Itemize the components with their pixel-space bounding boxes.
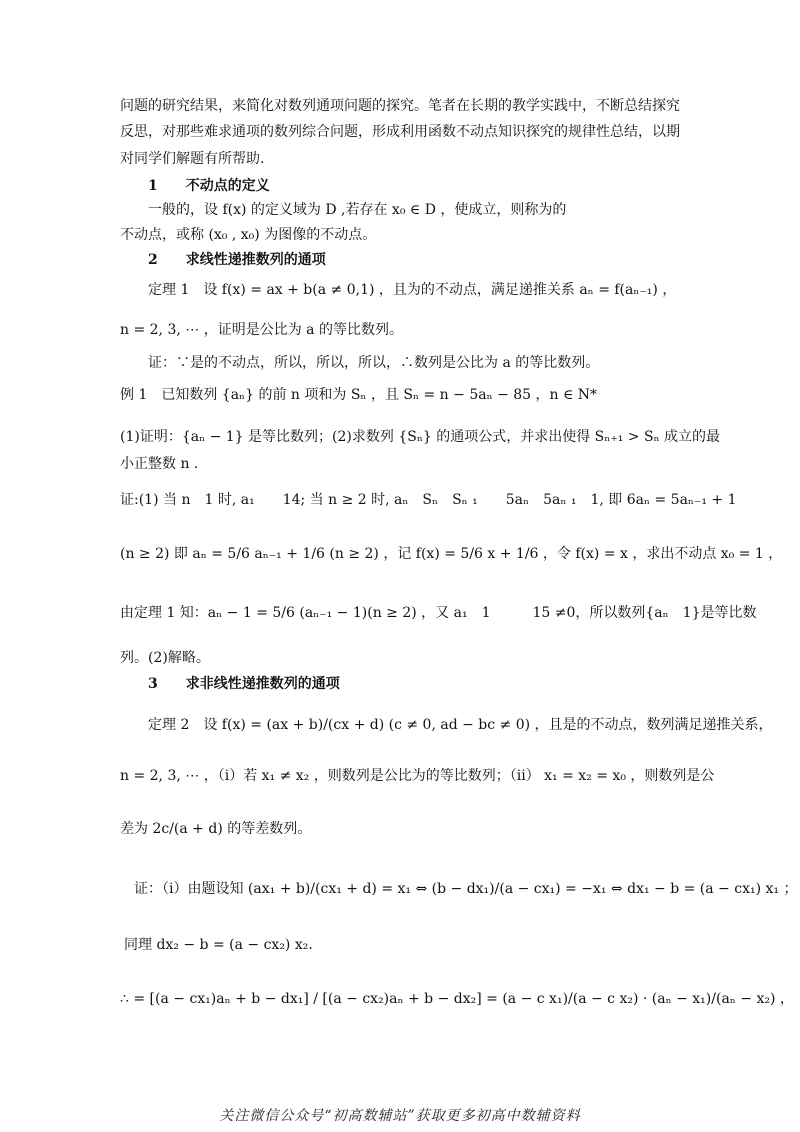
text-line-proof1: 证：∵是的不动点，所以，所以，所以，∴数列是公比为 a 的等比数列。 (148, 355, 600, 371)
page-footer: 关注微信公众号“初高数辅站”获取更多初高中数辅资料 (219, 1108, 581, 1124)
text-line-ex1-s4: 列。(2)解略。 (120, 650, 210, 666)
text-line-thm2-3: 差为 2c/(a + d) 的等差数列。 (120, 821, 312, 837)
text-line-sec2: 2 求线性递推数列的通项 (148, 252, 326, 268)
text-line-proof2-1: 证：（i）由题设知 (ax₁ + b)/(cx₁ + d) = x₁ ⇔ (b − dx₁)/(a − cx₁) = −x₁ ⇔ dx₁ − b = (a − cx₁) x₁ ； (134, 881, 798, 897)
text-line-ex1-q2: 小正整数 n . (120, 456, 199, 472)
text-line-thm1-1: 定理 1 设 f(x) = ax + b(a ≠ 0,1) ，且为的不动点，满足递推关系 aₙ = f(aₙ₋₁) ， (148, 282, 677, 298)
text-line-thm2-1: 定理 2 设 f(x) = (ax + b)/(cx + d) (c ≠ 0, ad − bc ≠ 0) ，且是的不动点，数列满足递推关系， (148, 717, 773, 733)
text-line-sec3: 3 求非线性递推数列的通项 (148, 676, 340, 692)
text-line-intro-1: 问题的研究结果，来简化对数列通项问题的探究。笔者在长期的教学实践中，不断总结探究 (120, 98, 680, 114)
text-line-intro-2: 反思，对那些难求通项的数列综合问题，形成利用函数不动点知识探究的规律性总结，以期 (120, 124, 680, 140)
text-line-ex1-q1: (1)证明：{aₙ − 1} 是等比数列；(2)求数列 {Sₙ} 的通项公式，并求出使得 Sₙ₊₁ > Sₙ 成立的最 (120, 429, 721, 445)
text-line-sec1: 1 不动点的定义 (148, 178, 270, 194)
text-line-ex1-s3: 由定理 1 知：aₙ − 1 = 5/6 (aₙ₋₁ − 1)(n ≥ 2) ，又 a₁ 1 15 ≠0，所以数列{aₙ 1}是等比数 (120, 605, 757, 621)
text-line-intro-3: 对同学们解题有所帮助. (120, 151, 265, 167)
text-line-proof2-2: 同理 dx₂ − b = (a − cx₂) x₂. (124, 937, 313, 953)
text-line-ex1: 例 1 已知数列 {aₙ} 的前 n 项和为 Sₙ ，且 Sₙ = n − 5aₙ − 85 ，n ∈ N* (120, 387, 598, 403)
text-line-ex1-s1: 证:(1) 当 n 1 时, a₁ 14; 当 n ≥ 2 时, aₙ Sₙ Sₙ ₁ 5aₙ 5aₙ ₁ 1, 即 6aₙ = 5aₙ₋₁ + 1 (120, 492, 737, 508)
text-line-thm1-2: n = 2, 3, ⋯ ，证明是公比为 a 的等比数列。 (120, 322, 403, 338)
text-line-proof2-3: ∴ = [(a − cx₁)aₙ + b − dx₁] / [(a − cx₂)aₙ + b − dx₂] = (a − c x₁)/(a − c x₂) · (aₙ − x₁)/(aₙ − x₂) ， (120, 991, 794, 1007)
text-line-def-1: 一般的，设 f(x) 的定义域为 D ,若存在 x₀ ∈ D ，使成立，则称为的 (148, 202, 567, 218)
text-line-def-2: 不动点，或称 (x₀ , x₀) 为图像的不动点。 (120, 227, 377, 243)
text-line-thm2-2: n = 2, 3, ⋯ ，（i）若 x₁ ≠ x₂ ，则数列是公比为的等比数列；（ii） x₁ = x₂ = x₀ ，则数列是公 (120, 768, 715, 784)
text-line-ex1-s2: (n ≥ 2) 即 aₙ = 5/6 aₙ₋₁ + 1/6 (n ≥ 2) ，记 f(x) = 5/6 x + 1/6 ，令 f(x) = x ，求出不动点 x₀ = 1 ， (120, 546, 783, 562)
